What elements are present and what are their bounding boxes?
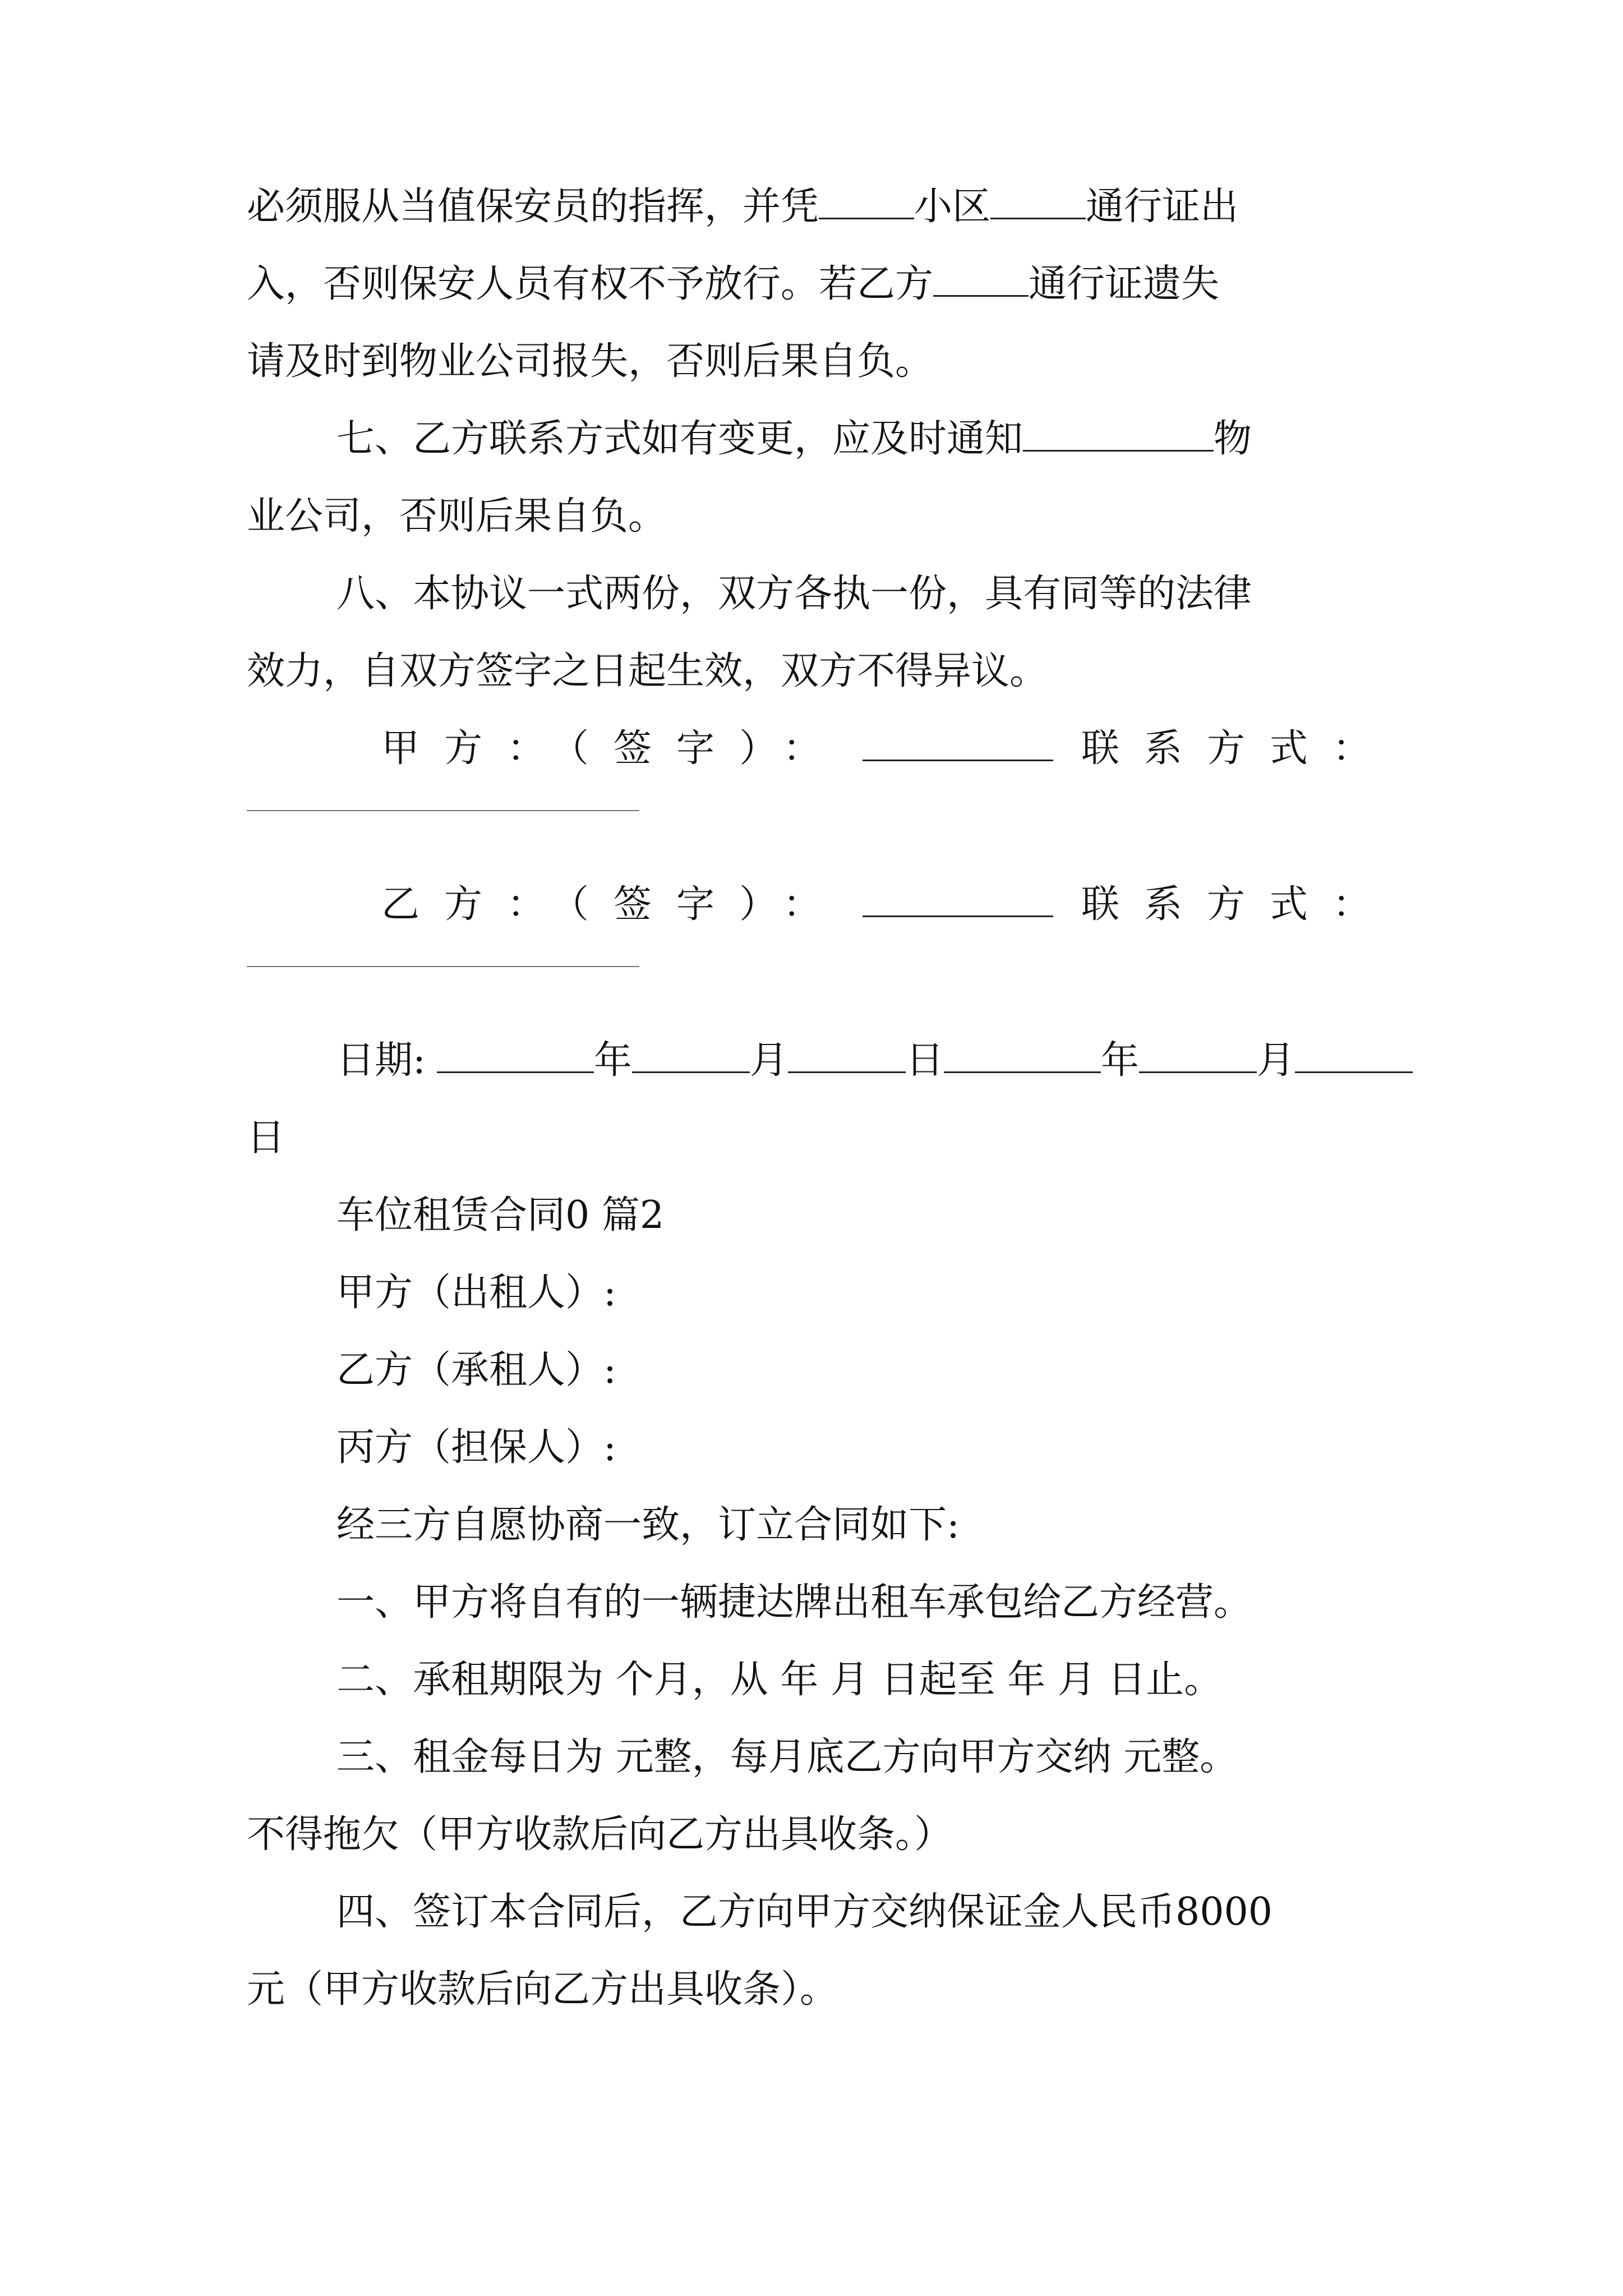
date-blank bbox=[632, 1038, 750, 1073]
clause-text: 三、租金每日为 元整，每月底乙方向甲方交纳 元整。 bbox=[336, 1735, 1238, 1779]
clause-8 bbox=[247, 555, 1391, 633]
blank-underline bbox=[933, 261, 1029, 297]
text-segment: 物 bbox=[1214, 417, 1252, 461]
clause-text: 一、甲方将自有的一辆捷达牌出租车承包给乙方经营。 bbox=[336, 1580, 1252, 1625]
blank-underline bbox=[819, 184, 914, 219]
blank-underline bbox=[990, 184, 1086, 219]
date-blank bbox=[1139, 1038, 1257, 1073]
text-segment: 入，否则保安人员有权不予放行。若乙方 bbox=[247, 262, 934, 306]
date-blank bbox=[944, 1038, 1101, 1073]
blank-underline bbox=[1023, 416, 1214, 452]
party-b-signature-row bbox=[247, 866, 1396, 944]
date-unit: 月 bbox=[1256, 1038, 1295, 1083]
intro-line bbox=[247, 1487, 1391, 1564]
text-segment: 八、本协议一式两份，双方各执一份，具有同等的法律 bbox=[336, 572, 1252, 616]
signature-blank bbox=[863, 726, 1053, 761]
contact-underline bbox=[247, 966, 639, 967]
party-a-text: 甲方（出租人）: bbox=[336, 1271, 616, 1315]
text-segment: 必须服从当值保安员的指挥，并凭 bbox=[247, 185, 819, 229]
date-blank bbox=[788, 1038, 906, 1073]
clause-2 bbox=[247, 1641, 1391, 1719]
clause-text: 二、承租期限为 个月，从 年 月 日起至 年 月 日止。 bbox=[336, 1658, 1223, 1702]
party-a-signature-row bbox=[247, 710, 1396, 788]
date-unit: 月 bbox=[749, 1038, 788, 1083]
text-segment: 效力，自双方签字之日起生效，双方不得异议。 bbox=[247, 649, 1048, 693]
paragraph-line bbox=[247, 633, 1391, 710]
paragraph-line bbox=[247, 1099, 1391, 1177]
text-segment: 七、乙方联系方式如有变更，应及时通知 bbox=[336, 417, 1023, 461]
clause-7 bbox=[247, 401, 1391, 478]
paragraph-line bbox=[247, 1951, 1391, 2028]
contact-underline bbox=[247, 810, 639, 811]
date-unit: 年 bbox=[593, 1038, 632, 1083]
signature-blank bbox=[863, 882, 1053, 917]
paragraph-line bbox=[247, 478, 1391, 555]
contract-title-text: 车位租赁合同0 篇2 bbox=[336, 1193, 665, 1237]
paragraph-line bbox=[247, 168, 1391, 246]
clause-text: 元（甲方收款后向乙方出具收条）。 bbox=[247, 1967, 838, 2012]
text-segment: 通行证出 bbox=[1086, 185, 1239, 229]
clause-3 bbox=[247, 1719, 1391, 1796]
text-segment: 通行证遗失 bbox=[1029, 262, 1220, 306]
contact-label: 联系方式： bbox=[1081, 726, 1396, 771]
party-b-text: 乙方（承租人）: bbox=[336, 1348, 616, 1392]
date-unit: 日 bbox=[247, 1116, 285, 1160]
date-unit: 日 bbox=[905, 1038, 944, 1083]
party-c-text: 丙方（担保人）: bbox=[336, 1425, 616, 1470]
party-b-contact-blank bbox=[247, 944, 1391, 1022]
text-segment: 请及时到物业公司报失，否则后果自负。 bbox=[247, 339, 934, 384]
contact-label: 联系方式： bbox=[1081, 882, 1396, 927]
text-segment: 业公司，否则后果自负。 bbox=[247, 494, 667, 539]
clause-text: 不得拖欠（甲方收款后向乙方出具收条。） bbox=[247, 1812, 953, 1857]
document-page bbox=[247, 168, 1396, 2028]
paragraph-line bbox=[247, 323, 1391, 401]
party-a-line bbox=[247, 1254, 1391, 1332]
party-b-line bbox=[247, 1332, 1391, 1409]
paragraph-line bbox=[247, 246, 1391, 323]
intro-text: 经三方自愿协商一致，订立合同如下: bbox=[336, 1503, 960, 1547]
date-unit: 年 bbox=[1100, 1038, 1139, 1083]
signature-label: 甲方：（签字）： bbox=[381, 726, 846, 771]
date-blank bbox=[437, 1038, 594, 1073]
contract-title bbox=[247, 1177, 1391, 1254]
party-c-line bbox=[247, 1409, 1391, 1487]
signature-label: 乙方：（签字）： bbox=[381, 882, 846, 927]
clause-text: 四、签订本合同后，乙方向甲方交纳保证金人民币8000 bbox=[336, 1890, 1273, 1934]
clause-4 bbox=[247, 1874, 1391, 1951]
date-line bbox=[247, 1022, 1391, 1099]
date-label: 日期: bbox=[336, 1038, 426, 1083]
party-a-contact-blank bbox=[247, 788, 1391, 866]
clause-1 bbox=[247, 1564, 1391, 1641]
paragraph-line bbox=[247, 1796, 1391, 1874]
date-blank bbox=[1295, 1038, 1413, 1073]
text-segment: 小区 bbox=[914, 185, 991, 229]
